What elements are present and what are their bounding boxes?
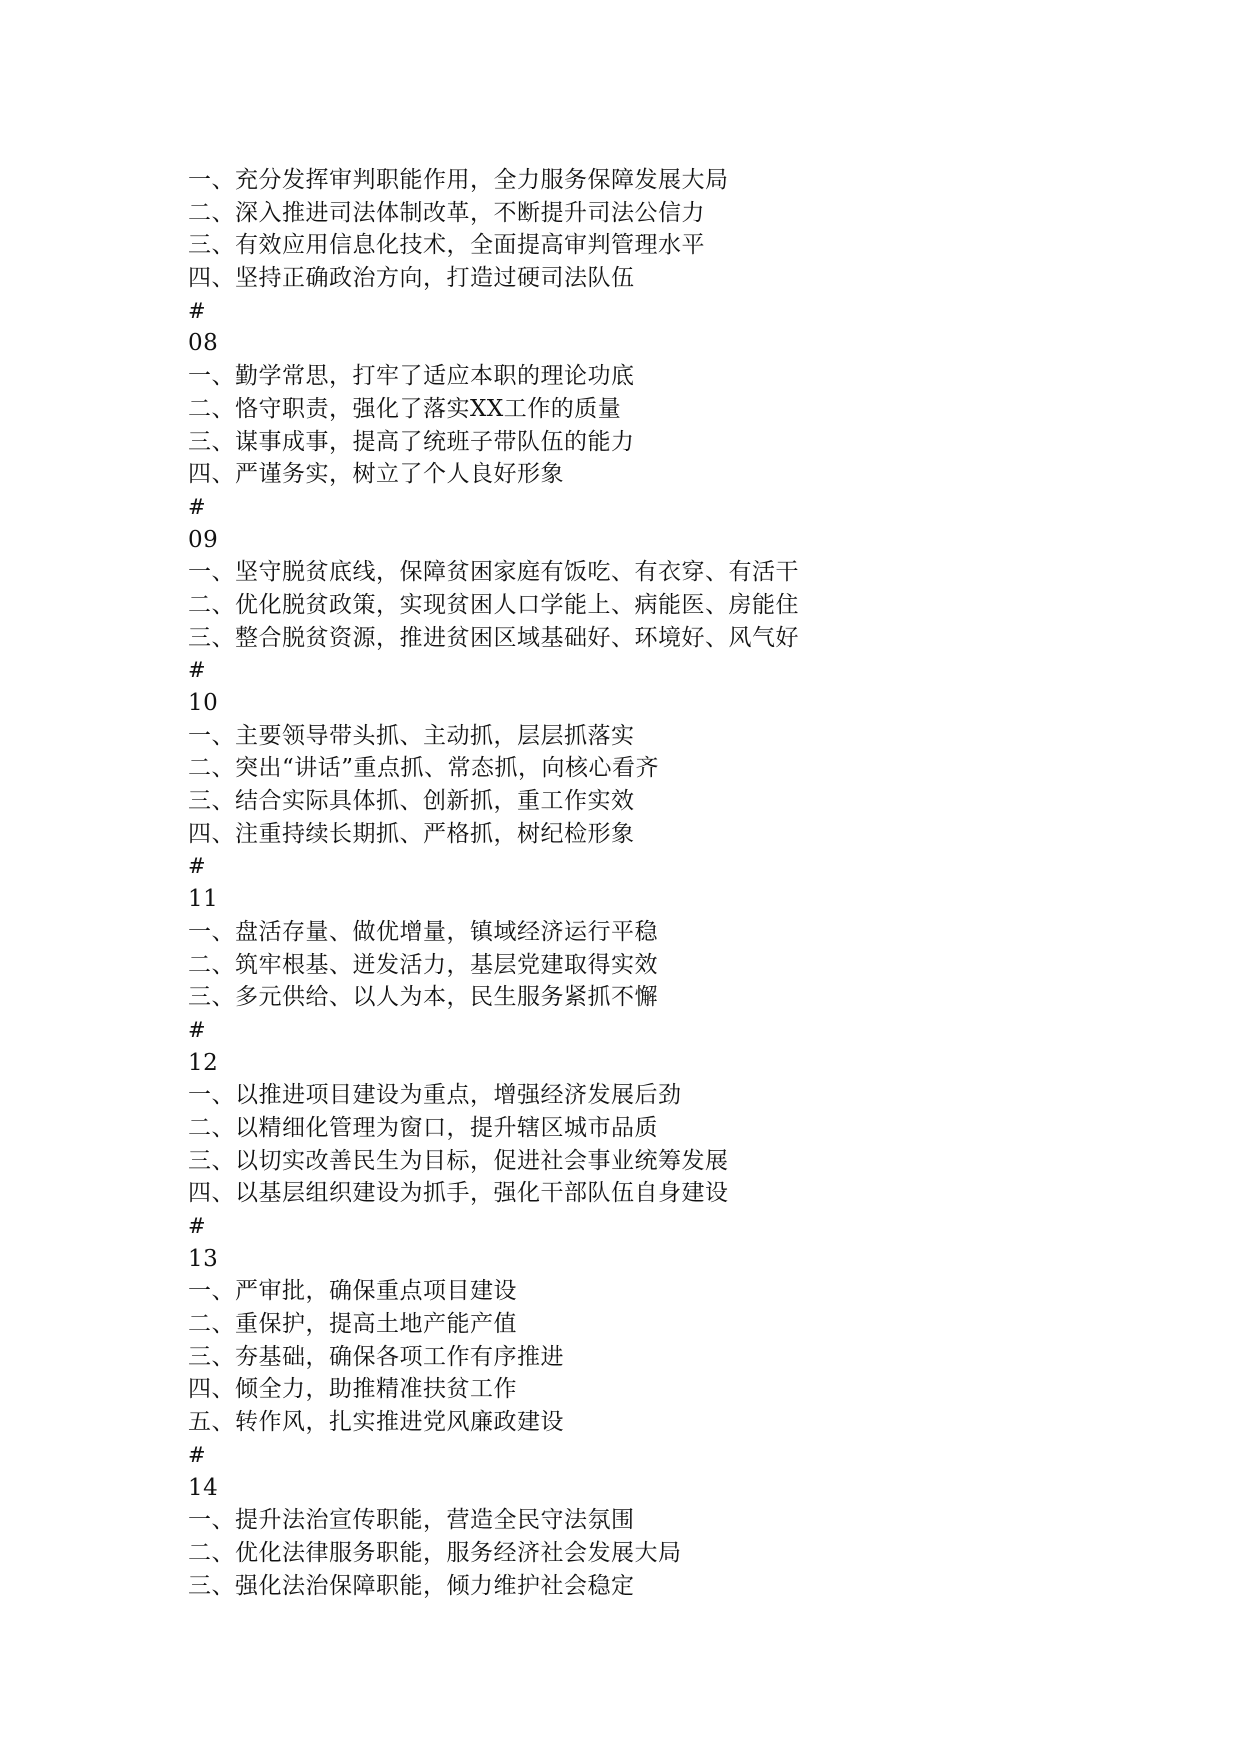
section-number: 10 — [188, 690, 219, 716]
outline-item: 一、充分发挥审判职能作用，全力服务保障发展大局 — [188, 167, 729, 193]
outline-item: 二、以精细化管理为窗口，提升辖区城市品质 — [188, 1114, 658, 1141]
outline-item: 二、优化脱贫政策，实现贫困人口学能上、病能医、房能住 — [188, 591, 799, 618]
section-number: 13 — [188, 1245, 219, 1272]
outline-item: 四、严谨务实，树立了个人良好形象 — [188, 461, 564, 488]
document-page — [188, 164, 1148, 1602]
outline-item: 四、倾全力，助推精准扶贫工作 — [188, 1376, 517, 1403]
section-number: 12 — [188, 1049, 219, 1076]
outline-item: 三、强化法治保障职能，倾力维护社会稳定 — [188, 1572, 635, 1599]
outline-item: 三、有效应用信息化技术，全面提高审判管理水平 — [188, 232, 705, 259]
outline-item: 三、夯基础，确保各项工作有序推进 — [188, 1343, 564, 1370]
outline-item: 三、结合实际具体抓、创新抓，重工作实效 — [188, 788, 635, 815]
outline-item: 一、勤学常思，打牢了适应本职的理论功底 — [188, 363, 635, 390]
outline-item: 二、筑牢根基、迸发活力，基层党建取得实效 — [188, 951, 658, 978]
outline-item: 三、以切实改善民生为目标，促进社会事业统筹发展 — [188, 1147, 729, 1174]
outline-item: 四、以基层组织建设为抓手，强化干部队伍自身建设 — [188, 1180, 729, 1207]
section-separator: # — [188, 298, 207, 323]
outline-item: 二、深入推进司法体制改革，不断提升司法公信力 — [188, 199, 705, 226]
outline-item: 五、转作风，扎实推进党风廉政建设 — [188, 1409, 564, 1436]
section-number: 14 — [188, 1474, 219, 1501]
outline-item: 一、以推进项目建设为重点，增强经济发展后劲 — [188, 1082, 682, 1109]
outline-item: 二、恪守职责，强化了落实XX工作的质量 — [188, 395, 622, 422]
outline-item: 三、整合脱贫资源，推进贫困区域基础好、环境好、风气好 — [188, 624, 799, 651]
section-separator: # — [188, 854, 207, 879]
outline-item: 一、主要领导带头抓、主动抓，层层抓落实 — [188, 722, 635, 749]
outline-item: 三、多元供给、以人为本，民生服务紧抓不懈 — [188, 984, 658, 1011]
section-separator: # — [188, 658, 207, 683]
outline-item: 一、盘活存量、做优增量，镇域经济运行平稳 — [188, 918, 658, 945]
section-number: 11 — [188, 886, 219, 913]
section-separator: # — [188, 1442, 207, 1467]
outline-item: 一、提升法治宣传职能，营造全民守法氛围 — [188, 1507, 635, 1534]
section-separator: # — [188, 1214, 207, 1238]
outline-item: 二、突出“讲话”重点抓、常态抓，向核心看齐 — [188, 755, 660, 782]
outline-item: 四、注重持续长期抓、严格抓，树纪检形象 — [188, 820, 635, 847]
section-number: 09 — [188, 526, 219, 553]
section-number: 08 — [188, 330, 219, 357]
outline-item: 三、谋事成事，提高了统班子带队伍的能力 — [188, 428, 635, 455]
section-separator: # — [188, 494, 207, 519]
outline-item: 四、坚持正确政治方向，打造过硬司法队伍 — [188, 265, 635, 292]
section-separator: # — [188, 1017, 207, 1042]
outline-item: 一、坚守脱贫底线，保障贫困家庭有饭吃、有衣穿、有活干 — [188, 559, 799, 586]
outline-item: 一、严审批，确保重点项目建设 — [188, 1278, 517, 1305]
outline-item: 二、重保护，提高土地产能产值 — [188, 1311, 517, 1338]
outline-item: 二、优化法律服务职能，服务经济社会发展大局 — [188, 1539, 682, 1566]
